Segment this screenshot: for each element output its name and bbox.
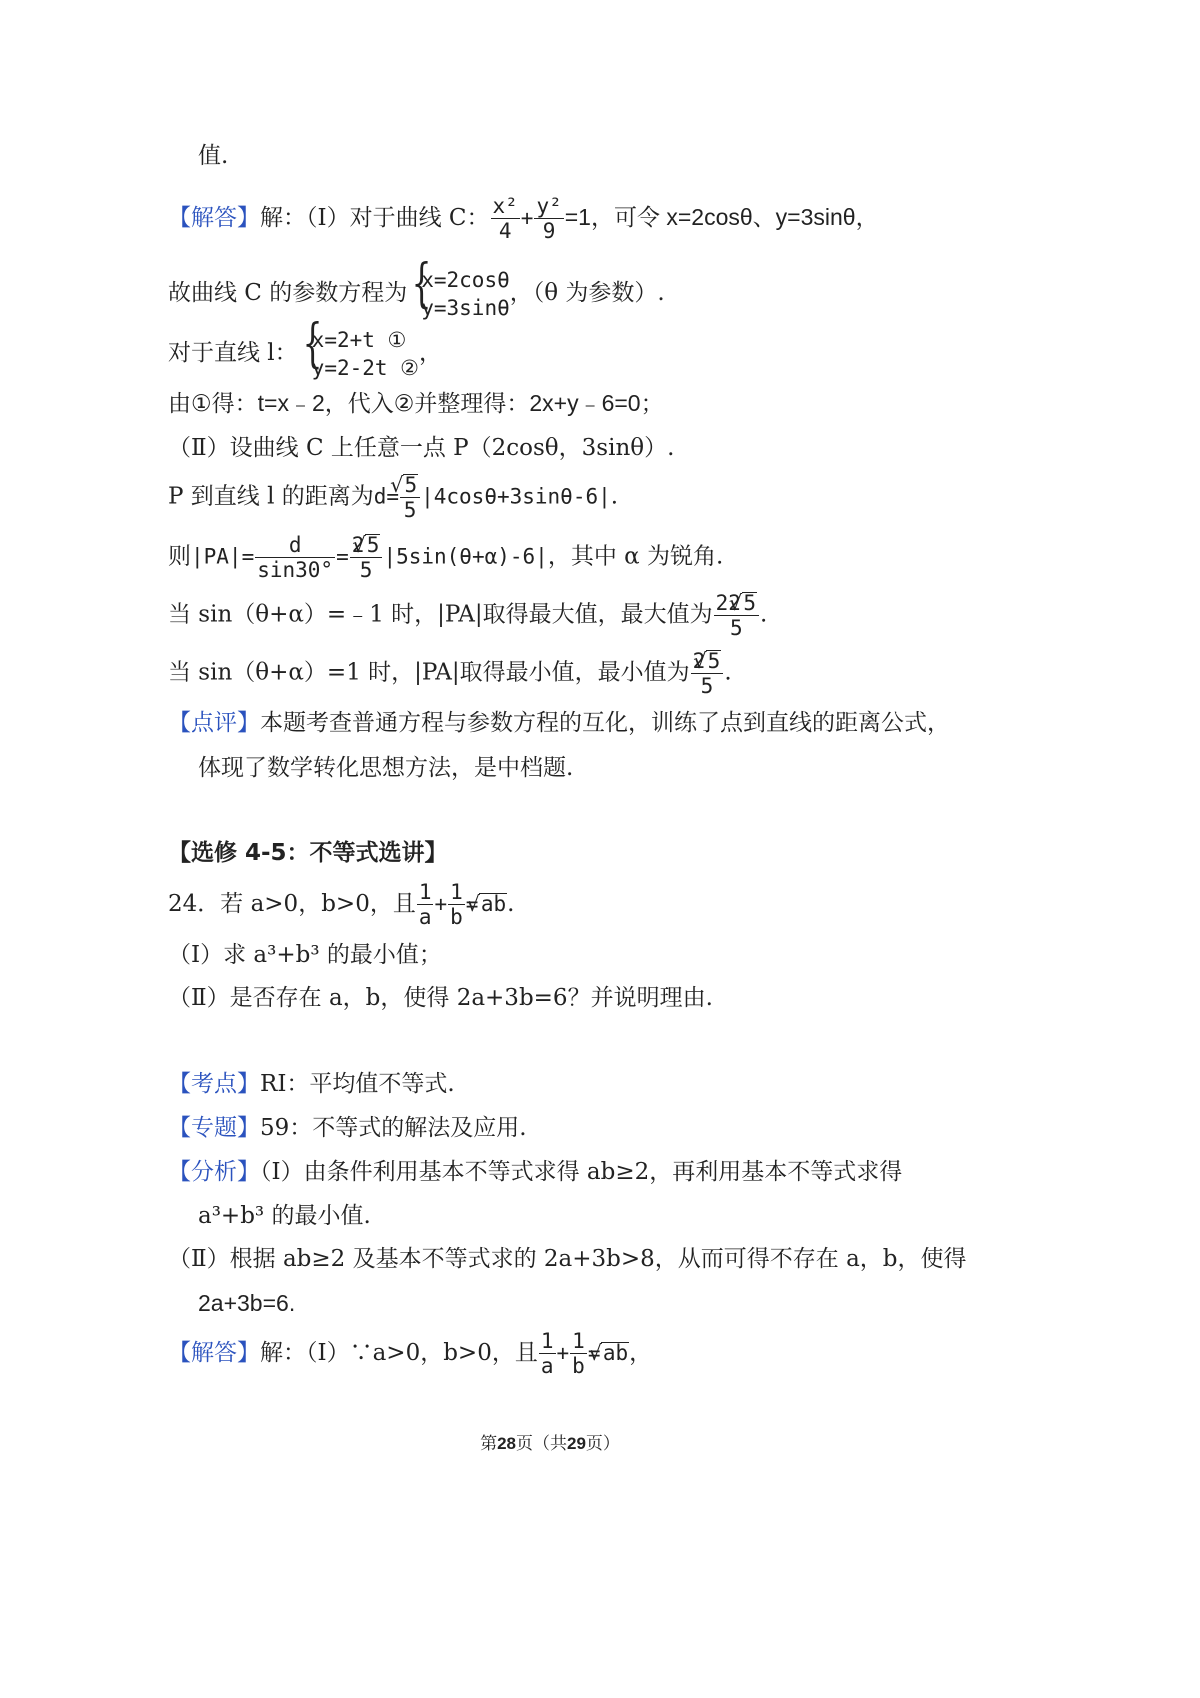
line-09: 当 sin（θ+α）=﹣1 时，|PA|取得最大值，最大值为 $\frac{22√ 5}{5}$ . [168,592,767,639]
equation-system: { x=2+t ① y=2-2t ② [298,326,419,382]
line-16: 【考点】RI：平均值不等式. [168,1071,455,1097]
sqrt: √ ab [479,893,507,915]
line-11: 【点评】本题考查普通方程与参数方程的互化，训练了点到直线的距离公式， [168,710,950,736]
line-08: 则|PA|= $\frac{d}{\sin 30^\circ}$ = $\frac{2√ 5}{5}$ |5sin(θ+α)-6|，其中 α 为锐角. [168,534,723,581]
fraction: $\frac{22√ 5}{5}$ [714,592,759,639]
page-total: 29 [567,1434,586,1453]
page-footer: 第28页（共29页） [480,1434,620,1454]
line-05: 由①得：t=x﹣2，代入②并整理得：2x+y﹣6=0； [168,390,664,416]
fraction: $\frac{\text{x²}}{4}$ [492,194,518,243]
tag-keypoint: 【考点】 [168,1071,260,1097]
question-24: 24．若 a>0，b>0，且 $\frac{1}{a}$ + $\frac{1}{b}$ =√ ab. [168,882,514,928]
fraction: √ $\frac{5}{5}$ [400,474,420,521]
line-22: 【解答】解：（Ⅰ）∵a>0，b>0，且 $\frac{1}{a}$ + $\frac{1}{b}$ =√ ab， [168,1331,652,1377]
fraction: $\frac{\text{y²}}{9}$ [536,194,562,243]
fraction: $\frac{1}{a}$ [418,880,432,929]
line-02: 【解答】解：（Ⅰ）对于曲线 C： $\frac{\text{x²}}{4}$ + $\frac{\text{y²}}{9}$ =1，可令 x=2cosθ、y=3sinθ， [168,194,879,243]
tag-comment: 【点评】 [168,710,260,736]
line-12: 体现了数学转化思想方法，是中档题. [198,755,574,781]
line-20: （Ⅱ）根据 ab≥2 及基本不等式求的 2a+3b>8，从而可得不存在 a，b，使得 [168,1246,967,1272]
line-06: （Ⅱ）设曲线 C 上任意一点 P（2cosθ，3sinθ）. [168,435,675,461]
line-21: 2a+3b=6. [198,1290,296,1316]
fraction: $\frac{1}{a}$ [540,1329,554,1378]
tag-analysis: 【分析】 [168,1159,260,1185]
line-03: 故曲线 C 的参数方程为 { x=2cosθ y=3sinθ ，（θ 为参数）. [168,266,665,322]
line-07: P 到直线 l 的距离为d= √ $\frac{5}{5}$ |4cosθ+3sinθ-6|. [168,474,618,521]
line-19: a³+b³ 的最小值. [198,1203,371,1229]
line-10: 当 sin（θ+α）=1 时，|PA|取得最小值，最小值为 $\frac{2√ 5}{5}$ . [168,650,732,697]
fraction: $\frac{d}{\sin 30^\circ}$ [257,532,334,582]
line-15: （Ⅱ）是否存在 a，b，使得 2a+3b=6？并说明理由. [168,985,713,1011]
tag-answer: 【解答】 [168,205,260,231]
fraction: $\frac{1}{b}$ [572,1329,585,1378]
line-14: （Ⅰ）求 a³+b³ 的最小值； [168,942,442,968]
fraction: $\frac{2√ 5}{5}$ [350,534,383,581]
line-17: 【专题】59：不等式的解法及应用. [168,1115,527,1141]
line-18: 【分析】（Ⅰ）由条件利用基本不等式求得 ab≥2，再利用基本不等式求得 [168,1159,903,1185]
fraction: $\frac{2√ 5}{5}$ [691,650,724,697]
equation-system: { x=2cosθ y=3sinθ [407,266,510,322]
sqrt: √ ab [601,1342,629,1364]
section-title: 【选修 4-5：不等式选讲】 [168,840,448,866]
fraction: $\frac{1}{b}$ [450,880,463,929]
page-number: 28 [497,1434,516,1453]
line-04: 对于直线 l： { x=2+t ① y=2-2t ② ， [168,326,442,382]
tag-topic: 【专题】 [168,1115,260,1141]
line-01: 值. [198,143,229,169]
tag-answer: 【解答】 [168,1340,260,1366]
